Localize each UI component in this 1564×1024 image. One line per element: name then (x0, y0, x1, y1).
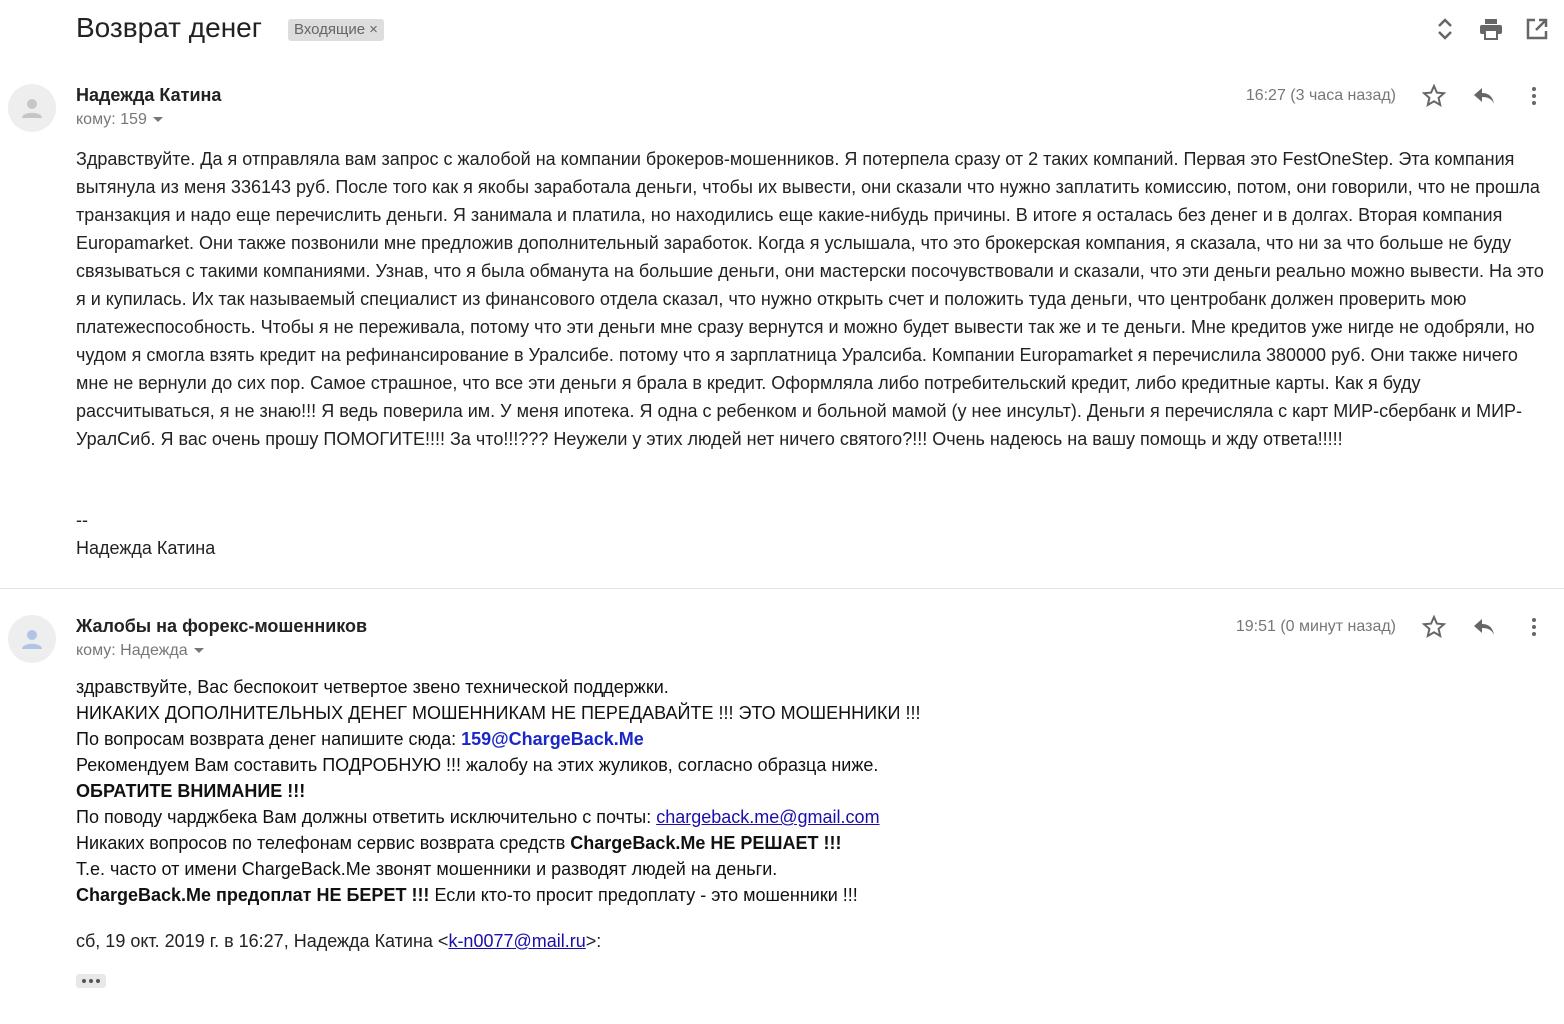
dot (82, 979, 86, 983)
line-text: Никаких вопросов по телефонам сервис возврата средств (76, 833, 571, 853)
recipient-details[interactable] (76, 642, 204, 660)
reply-icon[interactable] (1470, 82, 1498, 110)
quote-text: >: (585, 931, 602, 951)
recipient-details[interactable] (76, 111, 163, 129)
body-line (76, 882, 1476, 908)
message-paragraph: Здравствуйте. Да я отправляла вам запрос с жалобой на компании брокеров-мошенников. Я потерпела сразу от 2 таких компаний. Первая это FestOneStep. Эта компания вытянула из меня 336143 руб. После того как я якобы заработала деньги, чтобы их вывести, они сказали что нужно заплатить комиссию, потом, они говорили, что не прошла транзакция и надо еще перечислить деньги. Я занимала и платила, но находились еще какие-нибудь причины. В итоге я осталась без денег и в долгах. Вторая компания Europamarket. Они также позвонили мне предложив дополнительный заработок. Когда я услышала, что это брокерская компания, я сказала, что ни за что больше не буду связываться с такими компаниями. Узнав, что я была обманута на большие деньги, они мастерски посочувствовали и сказали, что эти деньги реально можно вывести. На это я и купилась. Их так называемый специалист из финансового отдела сказал, что нужно открыть счет и положить туда деньги, что центробанк должен проверить мою платежеспособность. Чтобы я не переживала, потому что эти деньги мне сразу вернутся и можно будет вывести так же и те деньги. Мне кредитов уже нигде не одобряли, но чудом я смогла взять кредит на рефинансирование в Уралсибе. потому что я зарплатница Уралсиба. Компании Europamarket я перечислила 380000 руб. Они также ничего мне не вернули до сих пор. Самое страшное, что все эти деньги я брала в кредит. Оформляла либо потребительский кредит, либо кредитные карты. Как я буду рассчитываться, я не знаю!!! Я ведь поверила им. У меня ипотека. Я одна с ребенком и больной мамой (у нее инсульт). Деньги я перечисляла с карт МИР-сбербанк и МИР- УралСиб. Я вас очень прошу ПОМОГИТЕ!!!! За что!!!??? Неужели у этих людей нет ничего святого?!!! Очень надеюсь на вашу помощь и жду ответа!!!!! (76, 149, 1544, 449)
avatar[interactable] (8, 84, 56, 132)
thread-header (0, 0, 1564, 62)
message-body (76, 145, 1546, 453)
body-line (76, 830, 1476, 856)
body-line: Рекомендуем Вам составить ПОДРОБНУЮ !!! жалобу на этих жуликов, согласно образца ниже. (76, 755, 879, 775)
quoted-header (76, 931, 601, 952)
support-email[interactable]: 159@ChargeBack.Me (461, 729, 644, 749)
body-line (76, 726, 1476, 752)
message-divider (0, 588, 1564, 589)
thread-subject: Возврат денег (76, 12, 262, 43)
star-icon[interactable] (1420, 613, 1448, 641)
line-bold: ChargeBack.Me предоплат НЕ БЕРЕТ !!! (76, 885, 430, 905)
quoted-email-link[interactable]: k-n0077@mail.ru (448, 931, 586, 951)
dot (96, 979, 100, 983)
body-line: здравствуйте, Вас беспокоит четвертое звено технической поддержки. (76, 677, 669, 697)
body-line: НИКАКИХ ДОПОЛНИТЕЛЬНЫХ ДЕНЕГ МОШЕННИКАМ НЕ ПЕРЕДАВАЙТЕ !!! ЭТО МОШЕННИКИ !!! (76, 703, 921, 723)
inbox-label-chip[interactable] (288, 19, 384, 41)
sender-name[interactable]: Жалобы на форекс-мошенников (76, 616, 368, 636)
more-vert-icon[interactable] (1520, 613, 1548, 641)
sender-name[interactable]: Надежда Катина (76, 85, 222, 105)
unfold-icon[interactable] (1432, 16, 1458, 42)
message-time: 16:27 (3 часа назад) (1245, 87, 1396, 104)
person-icon (21, 97, 43, 119)
recipient-text: кому: Надежда (76, 642, 188, 659)
message-body (76, 674, 1476, 908)
message-time: 19:51 (0 минут назад) (1235, 618, 1396, 635)
line-text: Если кто-то просит предоплату - это мошенники !!! (429, 885, 858, 905)
body-line: ОБРАТИТЕ ВНИМАНИЕ !!! (76, 781, 306, 801)
chevron-down-icon (194, 648, 204, 653)
avatar[interactable] (8, 615, 56, 663)
line-bold: ChargeBack.Me НЕ РЕШАЕТ !!! (570, 833, 842, 853)
open-in-new-window-icon[interactable] (1524, 16, 1550, 42)
gmail-link[interactable]: chargeback.me@gmail.com (656, 807, 880, 827)
print-icon[interactable] (1478, 16, 1504, 42)
body-line (76, 804, 1476, 830)
recipient-text: кому: 159 (76, 111, 147, 128)
quote-text: сб, 19 окт. 2019 г. в 16:27, Надежда Катина < (76, 931, 449, 951)
line-text: По вопросам возврата денег напишите сюда: (76, 729, 462, 749)
person-icon (21, 628, 43, 650)
dot (89, 979, 93, 983)
label-text: Входящие (294, 21, 366, 38)
show-trimmed-content-button[interactable] (76, 974, 106, 988)
signature-name: Надежда Катина (76, 538, 216, 558)
body-line: Т.е. часто от имени ChargeBack.Me звонят мошенники и разводят людей на деньги. (76, 859, 778, 879)
signature-separator: -- (76, 510, 88, 530)
reply-icon[interactable] (1470, 613, 1498, 641)
label-remove-icon[interactable]: × (369, 21, 378, 38)
chevron-down-icon (153, 117, 163, 122)
line-text: По поводу чарджбека Вам должны ответить исключительно с почты: (76, 807, 657, 827)
more-vert-icon[interactable] (1520, 82, 1548, 110)
star-icon[interactable] (1420, 82, 1448, 110)
